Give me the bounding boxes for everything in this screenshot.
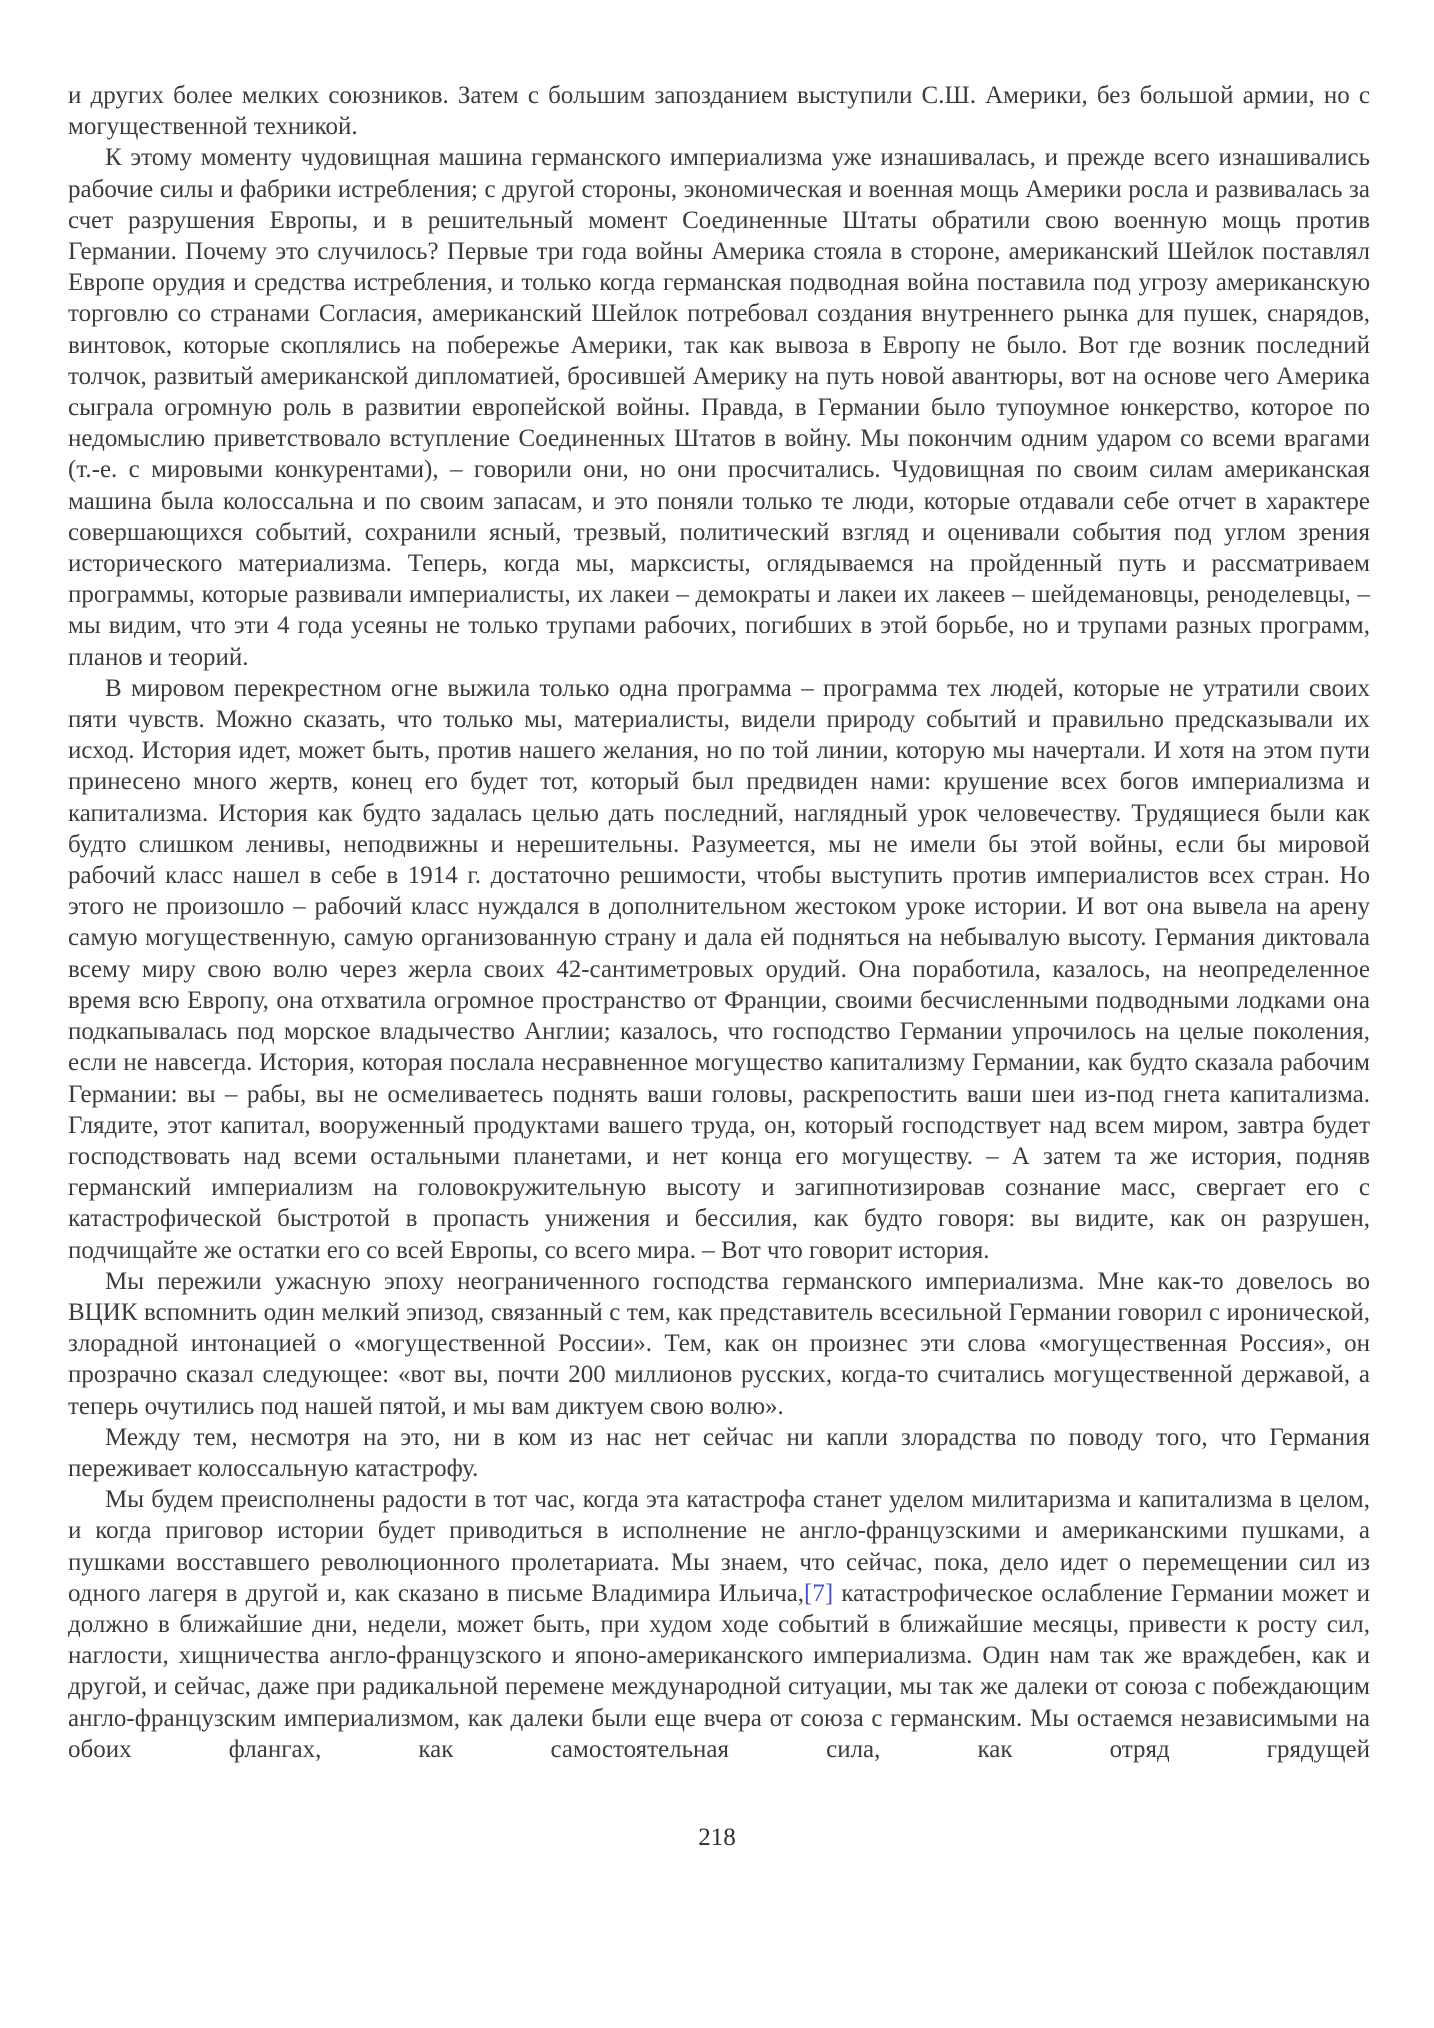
paragraph-6 — [68, 1484, 1370, 1765]
paragraph-3: В мировом перекрестном огне выжила только одна программа – программа тех людей, которые не утратили своих пяти чувств. Можно сказать, что только мы, материалисты, видели природу событий и правильно предсказывали их исход. История идет, может быть, против нашего желания, но по той линии, которую мы начертали. И хотя на этом пути принесено много жертв, конец его будет тот, который был предвиден нами: крушение всех богов империализма и капитализма. История как будто задалась целью дать последний, наглядный урок человечеству. Трудящиеся были как будто слишком ленивы, неподвижны и нерешительны. Разумеется, мы не имели бы этой войны, если бы мировой рабочий класс нашел в себе в 1914 г. достаточно решимости, чтобы выступить против империалистов всех стран. Но этого не произошло – рабочий класс нуждался в дополнительном жестоком уроке истории. И вот она вывела на арену самую могущественную, самую организованную страну и дала ей подняться на небывалую высоту. Германия диктовала всему миру свою волю через жерла своих 42-сантиметровых орудий. Она поработила, казалось, на неопределенное время всю Европу, она отхватила огромное пространство от Франции, своими бесчисленными подводными лодками она подкапывалась под морское владычество Англии; казалось, что господство Германии упрочилось на целые поколения, если не навсегда. История, которая послала несравненное могущество капитализму Германии, как будто сказала рабочим Германии: вы – рабы, вы не осмеливаетесь поднять ваши головы, раскрепостить ваши шеи из-под гнета капитализма. Глядите, этот капитал, вооруженный продуктами вашего труда, он, который господствует над всем миром, завтра будет господствовать над всеми остальными планетами, и нет конца его могуществу. – А затем та же история, подняв германский империализм на головокружительную высоту и загипнотизировав сознание масс, свергает его с катастрофической быстротой в пропасть унижения и бессилия, как будто говоря: вы видите, как он разрушен, подчищайте же остатки его со всей Европы, со всего мира. – Вот что говорит история. — [68, 674, 1370, 1264]
paragraph-6-text-before-note: Мы будем преисполнены радости в тот час, когда эта катастрофа станет уделом милитаризма и капитализма в целом, и когда приговор истории будет приводиться в исполнение не англо-французскими и американскими пушками, а пушками восставшего революционного пролетариата. Мы знаем, что сейчас, пока, дело идет о перемещении сил из одного лагеря в другой и, как сказано в письме Владимира Ильича, — [68, 1486, 1370, 1607]
page-number: 218 — [698, 1824, 736, 1851]
paragraph-2: К этому моменту чудовищная машина германского империализма уже изнашивалась, и прежде всего изнашивались рабочие силы и фабрики истребления; с другой стороны, экономическая и военная мощь Америки росла и развивалась за счет разрушения Европы, и в решительный момент Соединенные Штаты обратили свою военную мощь против Германии. Почему это случилось? Первые три года войны Америка стояла в стороне, американский Шейлок поставлял Европе орудия и средства истребления, и только когда германская подводная война поставила под угрозу американскую торговлю со странами Согласия, американский Шейлок потребовал создания внутреннего рынка для пушек, снарядов, винтовок, которые скоплялись на побережье Америки, так как вывоза в Европу не было. Вот где возник последний толчок, развитый американской дипломатией, бросившей Америку на путь новой авантюры, вот на основе чего Америка сыграла огромную роль в развитии европейской войны. Правда, в Германии было тупоумное юнкерство, которое по недомыслию приветствовало вступление Соединенных Штатов в войну. Мы покончим одним ударом со всеми врагами (т.-е. с мировыми конкурентами), – говорили они, но они просчитались. Чудовищная по своим силам американская машина была колоссальна и по своим запасам, и это поняли только те люди, которые отдавали себе отчет в характере совершающихся событий, сохранили ясный, трезвый, политический взгляд и оценивали события под углом зрения исторического материализма. Теперь, когда мы, марксисты, оглядываемся на пройденный путь и рассматриваем программы, которые развивали империалисты, их лакеи – демократы и лакеи их лакеев – шейдемановцы, реноделевцы, – мы видим, что эти 4 года усеяны не только трупами рабочих, погибших в этой борьбе, но и трупами разных программ, планов и теорий. — [68, 144, 1370, 671]
paragraph-5: Между тем, несмотря на это, ни в ком из нас нет сейчас ни капли злорадства по поводу того, что Германия переживает колоссальную катастрофу. — [68, 1423, 1370, 1482]
paragraph-1: и других более мелких союзников. Затем с большим запозданием выступили С.Ш. Америки, без большой армии, но с могущественной техникой. — [68, 82, 1370, 141]
paragraph-6-text-after-note: катастрофическое ослабление Германии может и должно в ближайшие дни, недели, может быть, при худом ходе событий в ближайшие месяцы, привести к росту сил, наглости, хищничества англо-французского и японо-американского империализма. Один нам так же враждебен, как и другой, и сейчас, даже при радикальной перемене международной ситуации, мы так же далеки от союза с побеждающим англо-французским империализмом, как далеки были еще вчера от союза с германским. Мы остаемся независимыми на обоих флангах, как самостоятельная сила, как отряд грядущей — [68, 1579, 1370, 1763]
paragraph-4: Мы пережили ужасную эпоху неограниченного господства германского империализма. Мне как-то довелось во ВЦИК вспомнить один мелкий эпизод, связанный с тем, как представитель всесильной Германии говорил с иронической, злорадной интонацией о «могущественной России». Тем, как он произнес эти слова «могущественная Россия», он прозрачно сказал следующее: «вот вы, почти 200 миллионов русских, когда-то считались могущественной державой, а теперь очутились под нашей пятой, и мы вам диктуем свою волю». — [68, 1267, 1370, 1420]
footnote-reference-link-7[interactable]: [7] — [804, 1579, 834, 1607]
